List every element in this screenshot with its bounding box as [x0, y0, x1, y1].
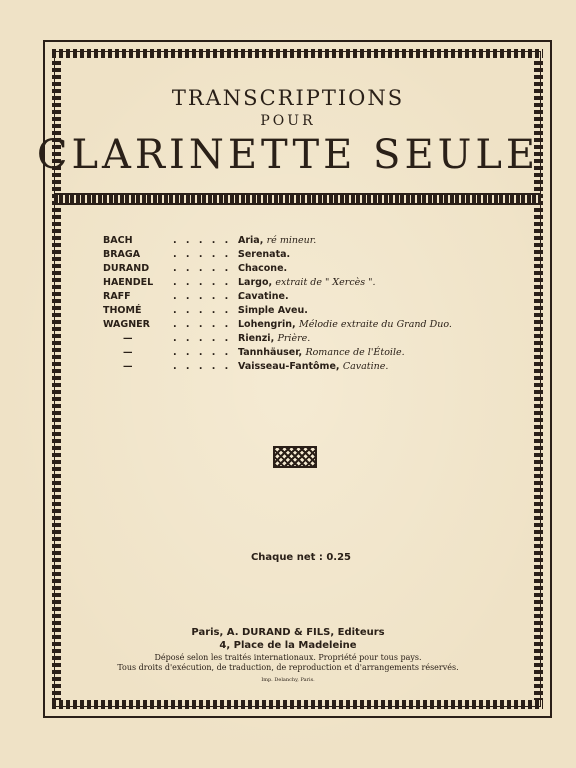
- composer-name: THOMÉ: [103, 305, 142, 316]
- piece-title: Largo, extrait de " Xercès ".: [238, 277, 376, 288]
- list-item: [103, 276, 543, 290]
- piece-title: Aria, ré mineur.: [238, 235, 317, 246]
- list-item: [103, 318, 543, 332]
- title-clarinette-seule: CLARINETTE SEULE: [36, 132, 540, 178]
- composer-name: —: [123, 361, 133, 372]
- leader-dots: . . . . .: [173, 347, 232, 358]
- piece-title: Rienzi, Prière.: [238, 333, 311, 344]
- price-label: Chaque net : 0.25: [250, 552, 352, 563]
- composer-name: HAENDEL: [103, 277, 154, 288]
- leader-dots: . . . . .: [173, 263, 232, 274]
- leader-dots: . . . . .: [173, 361, 232, 372]
- piece-title: Cavatine.: [238, 291, 289, 302]
- leader-dots: . . . . .: [173, 319, 232, 330]
- piece-title: Tannhäuser, Romance de l'Étoile.: [238, 347, 405, 358]
- leader-dots: . . . . . .: [173, 291, 245, 302]
- decorative-ornament: [273, 446, 317, 468]
- composer-name: WAGNER: [103, 319, 150, 330]
- list-item: [103, 262, 543, 276]
- leader-dots: . . . . .: [173, 333, 232, 344]
- copyright-notice: Déposé selon les traités internationaux. Propriété pour tous pays.: [154, 653, 422, 662]
- composer-name: RAFF: [103, 291, 131, 302]
- composer-name: BRAGA: [103, 249, 141, 260]
- list-item: [103, 290, 543, 304]
- list-item: [103, 248, 543, 262]
- rights-notice: Tous droits d'exécution, de traduction, de reproduction et d'arrangements réservés.: [117, 663, 459, 672]
- composer-name: BACH: [103, 235, 133, 246]
- list-item: [103, 346, 543, 360]
- list-item: [103, 304, 543, 318]
- list-item: [103, 332, 543, 346]
- piece-title: Simple Aveu.: [238, 305, 308, 316]
- composer-name: DURAND: [103, 263, 150, 274]
- leader-dots: . . . . .: [173, 277, 232, 288]
- piece-title: Chacone.: [238, 263, 288, 274]
- publisher-address: 4, Place de la Madeleine: [219, 640, 357, 651]
- piece-title: Serenata.: [238, 249, 291, 260]
- publisher-name: Paris, A. DURAND & FILS, Editeurs: [191, 627, 385, 638]
- piece-title: Vaisseau-Fantôme, Cavatine.: [238, 361, 389, 372]
- piece-title: Lohengrin, Mélodie extraite du Grand Duo.: [238, 319, 452, 330]
- ornamental-divider: [54, 193, 541, 205]
- leader-dots: . . . . . .: [173, 305, 245, 316]
- composer-name: —: [123, 347, 133, 358]
- title-transcriptions: TRANSCRIPTIONS: [171, 86, 405, 110]
- composer-name: —: [123, 333, 133, 344]
- printer-imprint: Imp. Delanchy, Paris.: [261, 677, 315, 683]
- leader-dots: . . . . . .: [173, 249, 245, 260]
- leader-dots: . . . . . .: [173, 235, 245, 246]
- list-item: [103, 234, 543, 248]
- list-item: [103, 360, 543, 374]
- title-pour: POUR: [260, 113, 316, 129]
- works-list: [103, 234, 543, 374]
